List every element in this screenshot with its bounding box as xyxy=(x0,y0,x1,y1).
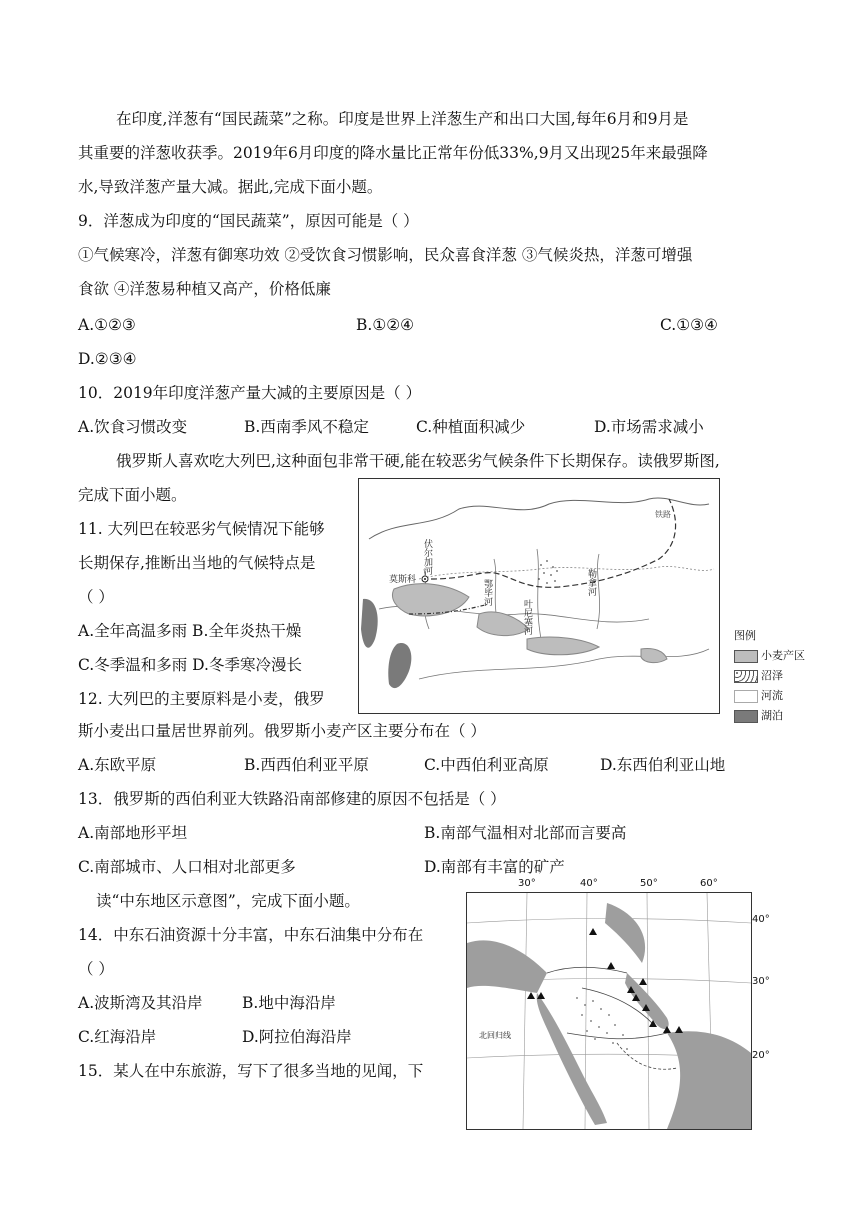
russia-map-legend xyxy=(734,626,805,726)
lon-60: 60° xyxy=(700,878,718,889)
q12-option-b[interactable]: B.西西伯利亚平原 xyxy=(244,756,369,774)
intro2-line-2: 完成下面小题。 xyxy=(78,486,187,504)
middle-east-map-graphic xyxy=(467,893,751,1129)
intro3: 读“中东地区示意图”，完成下面小题。 xyxy=(96,892,360,910)
moscow-label: 莫斯科 xyxy=(389,575,417,585)
q15-stem: 15．某人在中东旅游，写下了很多当地的见闻，下 xyxy=(78,1062,424,1080)
q11-stem-3: （ ） xyxy=(78,588,114,606)
yenisei-label: 叶尼塞河 xyxy=(522,599,532,635)
q14-option-b[interactable]: B.地中海沿岸 xyxy=(242,994,336,1012)
intro-line-2: 其重要的洋葱收获季。2019年6月印度的降水量比正常年份低33%,9月又出现25年来最强降 xyxy=(78,144,708,162)
q9-option-b[interactable]: B.①②④ xyxy=(356,316,415,334)
q14-stem-2: （ ） xyxy=(78,960,114,978)
q9-option-d[interactable]: D.②③④ xyxy=(78,350,137,368)
russia-map xyxy=(358,478,720,714)
q11-stem-2: 长期保存,推断出当地的气候特点是 xyxy=(78,554,316,572)
q10-option-c[interactable]: C.种植面积减少 xyxy=(416,418,526,436)
q13-stem: 13．俄罗斯的西伯利亚大铁路沿南部修建的原因不包括是（ ） xyxy=(78,790,506,808)
volga-label: 伏尔加河 xyxy=(422,539,432,575)
q10-option-a[interactable]: A.饮食习惯改变 xyxy=(78,418,188,436)
q12-option-a[interactable]: A.东欧平原 xyxy=(78,756,157,774)
q12-stem-2: 斯小麦出口量居世界前列。俄罗斯小麦产区主要分布在（ ） xyxy=(78,722,486,740)
q13-option-b[interactable]: B.南部气温相对北部而言要高 xyxy=(424,824,627,842)
q9-statements-2: 食欲 ④洋葱易种植又高产，价格低廉 xyxy=(78,280,331,298)
q14-option-d[interactable]: D.阿拉伯海沿岸 xyxy=(242,1028,352,1046)
legend-title: 图例 xyxy=(734,629,756,642)
q10-option-d[interactable]: D.市场需求减小 xyxy=(594,418,704,436)
lena-label: 勒拿河 xyxy=(586,569,596,596)
q11-options-cd[interactable]: C.冬季温和多雨 D.冬季寒冷漫长 xyxy=(78,656,302,674)
q12-stem-1: 12. 大列巴的主要原料是小麦，俄罗 xyxy=(78,690,325,708)
q9-stem: 9．洋葱成为印度的“国民蔬菜”，原因可能是（ ） xyxy=(78,212,419,230)
q12-option-d[interactable]: D.东西伯利亚山地 xyxy=(600,756,726,774)
lat-30: 30° xyxy=(752,976,770,987)
middle-east-map xyxy=(466,892,752,1130)
lat-40: 40° xyxy=(752,914,770,925)
intro-line-1: 在印度,洋葱有“国民蔬菜”之称。印度是世界上洋葱生产和出口大国,每年6月和9月是 xyxy=(116,110,689,128)
q9-option-c[interactable]: C.①③④ xyxy=(660,316,718,334)
intro2-line-1: 俄罗斯人喜欢吃大列巴,这种面包非常干硬,能在较恶劣气候条件下长期保存。读俄罗斯图, xyxy=(116,452,720,470)
q13-option-a[interactable]: A.南部地形平坦 xyxy=(78,824,188,842)
legend-lake: 湖泊 xyxy=(734,706,805,726)
russia-map-graphic xyxy=(359,479,719,713)
railway-label: 铁路 xyxy=(655,510,671,519)
lon-30: 30° xyxy=(518,878,536,889)
q11-options-ab[interactable]: A.全年高温多雨 B.全年炎热干燥 xyxy=(78,622,302,640)
intro-line-3: 水,导致洋葱产量大减。据此,完成下面小题。 xyxy=(78,178,383,196)
lat-20: 20° xyxy=(752,1050,770,1061)
q14-option-a[interactable]: A.波斯湾及其沿岸 xyxy=(78,994,203,1012)
legend-swamp: 沼泽 xyxy=(734,666,805,686)
legend-river: 河流 xyxy=(734,686,805,706)
lon-50: 50° xyxy=(640,878,658,889)
q13-option-c[interactable]: C.南部城市、人口相对北部更多 xyxy=(78,858,296,876)
q12-option-c[interactable]: C.中西伯利亚高原 xyxy=(424,756,549,774)
q11-stem-1: 11. 大列巴在较恶劣气候情况下能够 xyxy=(78,520,325,538)
q10-stem: 10．2019年印度洋葱产量大减的主要原因是（ ） xyxy=(78,384,422,402)
legend-wheat: 小麦产区 xyxy=(734,646,805,666)
q13-option-d[interactable]: D.南部有丰富的矿产 xyxy=(424,858,565,876)
q14-stem-1: 14．中东石油资源十分丰富，中东石油集中分布在 xyxy=(78,926,424,944)
q10-option-b[interactable]: B.西南季风不稳定 xyxy=(244,418,369,436)
q14-option-c[interactable]: C.红海沿岸 xyxy=(78,1028,157,1046)
lon-40: 40° xyxy=(580,878,598,889)
tropic-label: 北回归线 xyxy=(479,1031,511,1040)
ob-label: 鄂毕河 xyxy=(482,579,492,606)
q9-option-a[interactable]: A.①②③ xyxy=(78,316,136,334)
q9-statements-1: ①气候寒冷，洋葱有御寒功效 ②受饮食习惯影响，民众喜食洋葱 ③气候炎热，洋葱可增强 xyxy=(78,246,693,264)
